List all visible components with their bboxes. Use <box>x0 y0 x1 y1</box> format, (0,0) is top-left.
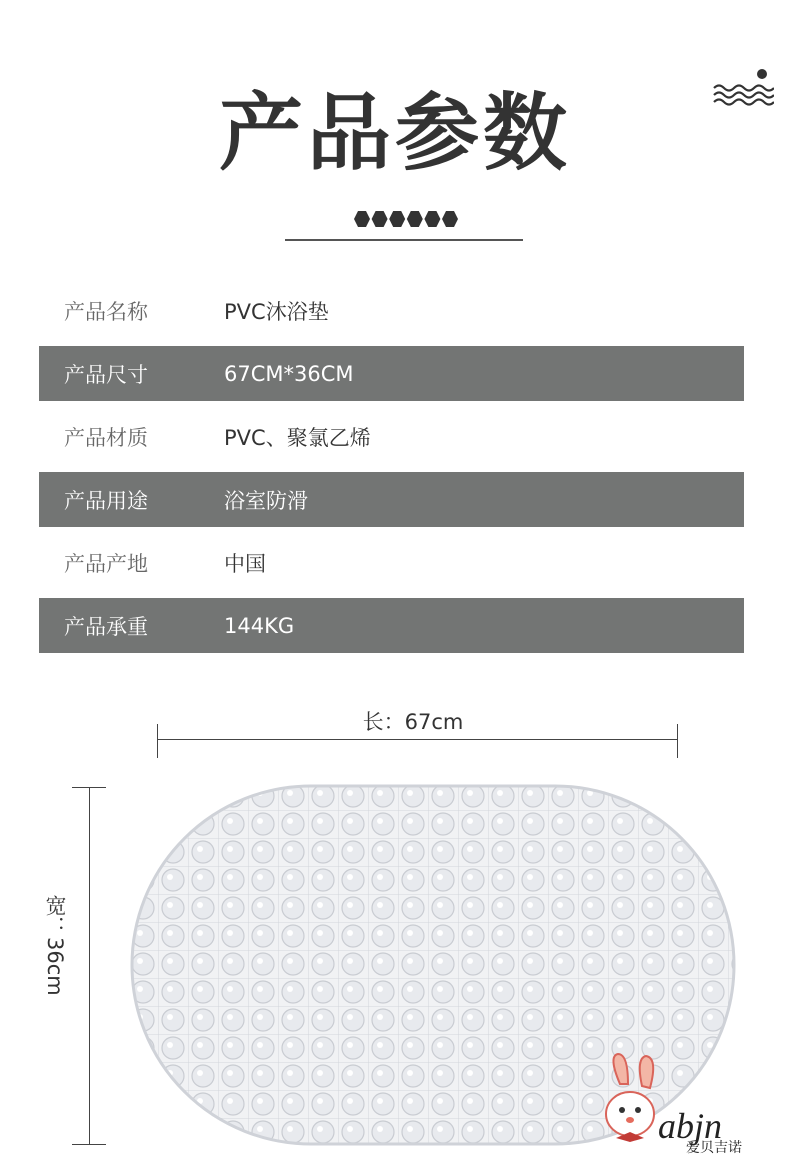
param-value: PVC、聚氯乙烯 <box>224 425 371 450</box>
param-label: 产品名称 <box>64 299 148 324</box>
wave-icon <box>712 66 774 110</box>
param-row-size <box>39 346 744 401</box>
length-dimension-tick <box>157 724 158 758</box>
param-value: 浴室防滑 <box>224 488 308 513</box>
title-underline <box>285 239 523 241</box>
page-title: 产品参数 <box>218 84 571 182</box>
param-value: PVC沐浴垫 <box>224 299 329 324</box>
width-dimension-label: 宽：36cm <box>43 894 67 996</box>
brand-logo-subtext: 爱贝吉诺 <box>686 1140 742 1156</box>
length-dimension-tick <box>677 724 678 758</box>
param-row-name <box>39 283 744 338</box>
length-dimension-label: 长：67cm <box>362 710 464 734</box>
param-label: 产品材质 <box>64 425 148 450</box>
hexagon-icon <box>354 211 370 227</box>
param-label: 产品产地 <box>64 551 148 576</box>
parameter-table <box>39 283 744 661</box>
width-dimension-tick <box>72 787 106 788</box>
hexagon-icon <box>442 211 458 227</box>
param-value: 中国 <box>224 551 266 576</box>
param-label: 产品承重 <box>64 614 148 639</box>
hexagon-icon <box>372 211 388 227</box>
param-row-usage <box>39 472 744 527</box>
param-value: 144KG <box>224 613 295 638</box>
rabbit-mascot-logo <box>594 1052 754 1158</box>
width-dimension-line <box>89 787 90 1145</box>
param-row-origin <box>39 535 744 590</box>
hexagon-icon <box>424 211 440 227</box>
param-value: 67CM*36CM <box>224 361 354 386</box>
brand-logo-text: abjn <box>658 1106 723 1146</box>
length-dimension-line <box>158 739 677 740</box>
param-label: 产品用途 <box>64 488 148 513</box>
param-row-material <box>39 409 744 464</box>
param-label: 产品尺寸 <box>64 362 148 387</box>
width-dimension-tick <box>72 1144 106 1145</box>
hexagon-icon <box>407 211 423 227</box>
hexagon-icon <box>389 211 405 227</box>
hexagon-divider <box>354 211 458 227</box>
param-row-load <box>39 598 744 653</box>
